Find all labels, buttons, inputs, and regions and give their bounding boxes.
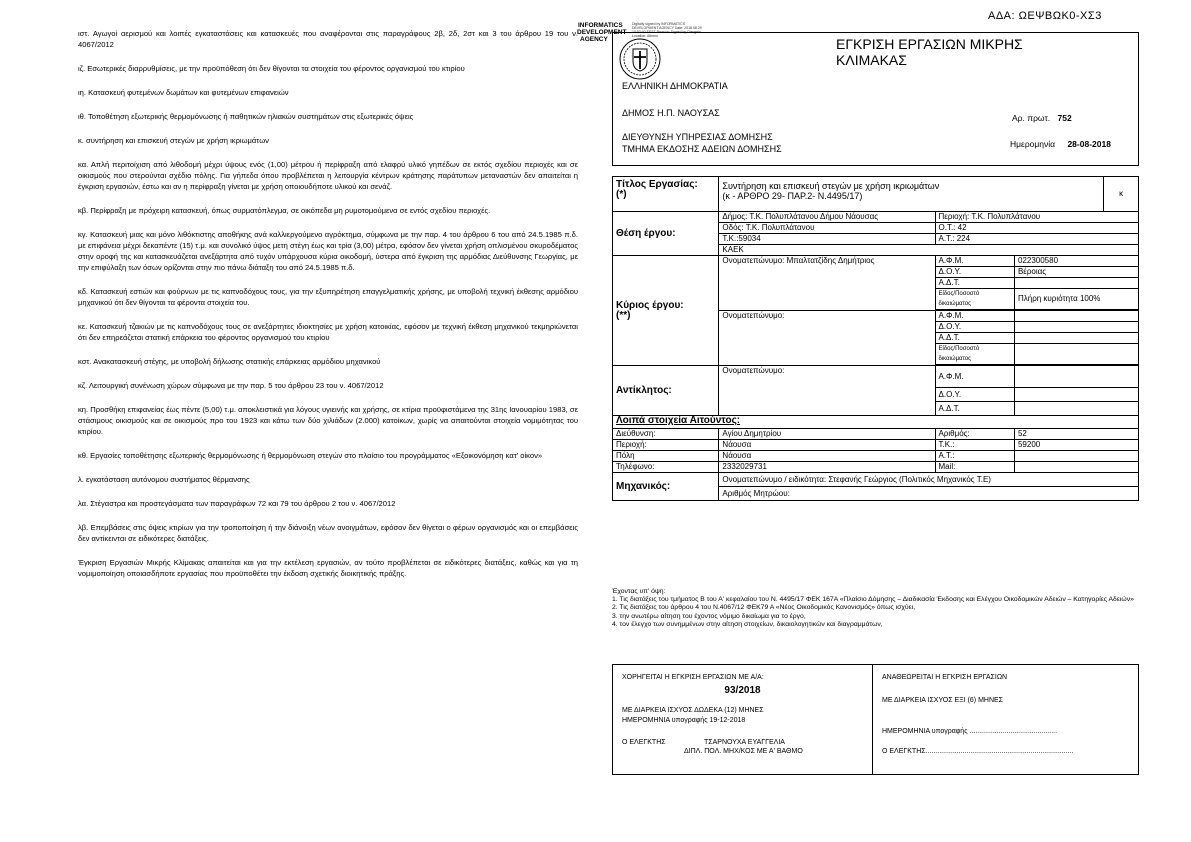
owner1-right: Πλήρη κυριότητα 100%	[1014, 289, 1138, 310]
work-title-value	[719, 177, 1104, 212]
notes-title: Έχοντας υπ' όψη:	[612, 588, 666, 595]
approval-sign-date: ΗΜΕΡΟΜΗΝΙΑ υπογραφής 19-12-2018	[622, 717, 746, 724]
head-name: ΤΣΑΡΝΟΥΧΑ ΕΥΑΓΓΕΛΙΑ	[704, 739, 785, 746]
approval-box	[612, 664, 873, 775]
representative-label: Αντίκλητος:	[613, 366, 719, 416]
mail-label: Mail:	[935, 462, 1014, 473]
label-note: (**)	[616, 309, 631, 321]
other-details-header	[613, 416, 1139, 429]
municipality-label: ΔΗΜΟΣ Η.Π. ΝΑΟΥΣΑΣ	[622, 108, 720, 118]
department-label: ΤΜΗΜΑ ΕΚΔΟΣΗΣ ΑΔΕΙΩΝ ΔΟΜΗΣΗΣ	[622, 144, 782, 154]
protocol-value: 752	[1057, 113, 1072, 123]
tk-cell: Τ.Κ.:59034	[719, 234, 935, 245]
legal-paragraph: λ. εγκατάσταση αυτόνομου συστήματος θέρμανσης	[78, 475, 250, 484]
republic-label: ΕΛΛΗΝΙΚΗ ΔΗΜΟΚΡΑΤΙΑ	[622, 81, 728, 91]
label-text: Κύριος έργου:	[616, 299, 684, 311]
engineer-registry: Αριθμός Μητρώου:	[719, 487, 1139, 501]
note-item: 3. την ανωτέρω αίτηση του έχοντος νόμιμο δικαίωμα για το έργο,	[612, 612, 806, 620]
adt-label: Α.Δ.Τ.	[935, 333, 1014, 344]
phone-value: 2332029731	[719, 462, 935, 473]
owner1-afm: 022300580	[1014, 256, 1138, 267]
at-cell: Α.Τ.: 224	[935, 234, 1139, 245]
mail-value	[1014, 462, 1138, 473]
street-cell: Οδός: Τ.Κ. Πολυπλάτανου	[719, 223, 935, 234]
revision-sign-date: ΗΜΕΡΟΜΗΝΙΑ υπογραφής .............................................	[882, 728, 1058, 735]
note-item: 1. Τις διατάξεις του τμήματος Β του Α' κεφαλαίου του Ν. 4495/17 ΦΕΚ 167Α «Πλαίσιο Δόμησης – Διαδικασία Έκδοσης και Ελέγχου Οικοδομικών Αδειών – Κατηγορίες Αδειών»	[612, 596, 1134, 604]
label-text: Τίτλος Εργασίας:	[616, 179, 698, 190]
label-text: Λοιπά στοιχεία Αιτούντος:	[616, 415, 741, 426]
right-label: Είδος/Ποσοστό δικαιώματος	[935, 344, 1014, 365]
owner2-adt	[1014, 333, 1138, 344]
document-title	[836, 36, 1023, 68]
owner2-name: Ονοματεπώνυμο:	[719, 311, 935, 366]
location-label: Θέση έργου:	[613, 212, 719, 256]
approval-duration: ΜΕ ΔΙΑΡΚΕΙΑ ΙΣΧΥΟΣ ΔΩΔΕΚΑ (12) ΜΗΝΕΣ	[622, 707, 764, 714]
city-value: Νάουσα	[719, 451, 935, 462]
addr-label: Διεύθυνση:	[613, 429, 719, 440]
value-text: Συντήρηση και επισκευή στεγών με χρήση ικριωμάτων	[722, 181, 940, 191]
checker-label: Ο ΕΛΕΓΚΤΗΣ	[622, 739, 666, 746]
owner1-name: Ονοματεπώνυμο: Μπαλτατζίδης Δημήτριος	[719, 256, 935, 311]
head-title: ΔΙΠΛ. ΠΟΛ. ΜΗΧ/ΚΟΣ ΜΕ Α' ΒΑΘΜΟ	[684, 748, 803, 755]
owner-label	[613, 256, 719, 366]
legal-paragraph: κ. συντήρηση και επισκευή στεγών με χρήση ικριωμάτων	[78, 136, 269, 145]
doy-label: Δ.Ο.Υ.	[935, 388, 1014, 402]
owner2-doy	[1014, 322, 1138, 333]
revision-box	[873, 664, 1139, 775]
legal-paragraph: κα. Απλή περιτοίχιση από λιθοδομή μέχρι ύψους ενός (1,00) μέτρου ή περίφραξη από ελαφρύ υλικό γηπέδων σε εκτός σχεδίου περιοχές και σε οικισμούς που στερούνται σχέδιο πόλης. Για γήπεδα όπου προβλέπεται η λειτουργία κέντρων κράτησης παράτυπων μεταναστών δεν απαιτείται η έγκριση εργασιών, έστω και αν η περίφραξη γίνεται με χρήση οποιουδήποτε υλικού και σενάζ.	[78, 160, 578, 191]
doy-label: Δ.Ο.Υ.	[935, 267, 1014, 278]
addr-value: Αγίου Δημητρίου	[719, 429, 935, 440]
revision-line: ΑΝΑΘΕΩΡΕΙΤΑΙ Η ΕΓΚΡΙΣΗ ΕΡΓΑΣΙΩΝ	[882, 674, 1008, 681]
issue-date	[1010, 139, 1111, 149]
phone-label: Τηλέφωνο:	[613, 462, 719, 473]
date-label: Ημερομηνία	[1010, 139, 1056, 149]
ada-code: ΑΔΑ: ΩΕΨΒΩΚ0-ΧΣ3	[988, 10, 1102, 22]
area-value: Νάουσα	[719, 440, 935, 451]
directorate-label: ΔΙΕΥΘΥΝΣΗ ΥΠΗΡΕΣΙΑΣ ΔΟΜΗΣΗΣ	[622, 132, 773, 142]
legal-paragraph: λβ. Επεμβάσεις στις όψεις κτιρίων για την τροποποίηση ή την διάνοιξη νέων ανοιγμάτων, εφόσον δεν θίγεται ο φέρων οργανισμός και οι επεμβάσεις δεν αντίκεινται σε ειδικότερες διατάξεις.	[78, 523, 578, 543]
afm-label: Α.Φ.Μ.	[935, 256, 1014, 267]
protocol-label: Αρ. πρωτ.	[1012, 113, 1051, 123]
protocol-number	[1012, 113, 1072, 123]
legal-paragraph: κη. Προσθήκη επιφανείας έως πέντε (5,00) τ.μ. αποκλειστικά για λόγους υγιεινής και χρήσης, σε κτίρια προϋφιστάμενα της 31ης Ιανουαρίου 1983, σε στάσιμους οικισμούς και σε οικισμούς προ του 1923 και κάτω των δύο χιλιάδων (2.000) κατοίκων, χωρίς να απαιτούνται στοιχεία νομιμότητας του κτιρίου.	[78, 405, 578, 436]
title-line: ΚΛΙΜΑΚΑΣ	[836, 52, 907, 68]
note-item: 4. τον έλεγχο των συνημμένων στην αίτηση στοιχείων, δικαιολογητικών και διαγραμμάτων,	[612, 620, 883, 628]
at-label: Α.Τ.:	[935, 451, 1014, 462]
legal-paragraph: Έγκριση Εργασιών Μικρής Κλίμακας απαιτείται και για την εκτέλεση εργασιών, αν τούτο προβλέπεται σε ειδικότερες διατάξεις, καθώς και για τη νομιμοποίηση οποιασδήποτε εργασίας που προϋποθέτει την έκδοση σχετικής διοικητικής πράξης.	[78, 558, 578, 578]
stamp-line: DEVELOPMENT	[577, 29, 627, 36]
adt-label: Α.Δ.Τ.	[935, 402, 1014, 416]
stamp-fine-print: Digitally signed by INFORMATICS DEVELOPMENT AGENCY Date: 2018.08.29 10:53:40 EEST Reason: Signed by Diavgeia Location: Athens	[632, 22, 702, 38]
municipality-cell: Δήμος: Τ.Κ. Πολυπλάτανου Δήμου Νάουσας	[719, 212, 935, 223]
legal-paragraph: κγ. Κατασκευή μιας και μόνο λιθόκτιστης αποθήκης ανά καλλιεργούμενο αγρόκτημα, σύμφωνα με την παρ. 4 του άρθρου 6 του από 24.5.1985 π.δ. με επιφάνεια μέχρι δεκαπέντε (15) τ.μ. και συνολικό ύψος μετη στέγη έως και τρία (3,00) μέτρα, εφόσον δεν γίνεται χρήση οπλισμένου σκυροδέματος στην οροφή της και κατασκευάζεται ανεξάρτητα από τυχόν υπάρχουσα κύρια οικοδομή, ύστερα από έγκριση της αρμόδιας Διεύθυνσης Γεωργίας, με την επιφύλαξη των όσων ορίζονται στην πιο πάνω διάταξη του από 24.5.1985 π.δ.	[78, 230, 578, 272]
rep-name: Ονοματεπώνυμο:	[719, 366, 935, 416]
work-title-label	[613, 177, 719, 212]
legal-paragraph: κβ. Περίφραξη με πρόχειρη κατασκευή, όπως συρματόπλεγμα, σε οικόπεδα μη ρυμοτομούμενα σε εντός σχεδίου περιοχές.	[78, 206, 491, 215]
greek-emblem-icon	[618, 37, 662, 81]
revision-checker: Ο ΕΛΕΓΚΤΗΣ............................................................................	[882, 748, 1074, 755]
rep-afm	[1014, 366, 1138, 388]
owner1-adt	[1014, 278, 1138, 289]
legal-paragraph: ιη. Κατασκευή φυτεμένων δωμάτων και φυτεμένων επιφανειών	[78, 88, 289, 97]
city-label: Πόλη	[613, 451, 719, 462]
legal-paragraph: ιζ. Εσωτερικές διαρρυθμίσεις, με την προϋπόθεση ότι δεν θίγονται τα στοιχεία του φέροντος οργανισμού του κτιρίου	[78, 64, 465, 73]
value-ref: (κ - ΑΡΘΡΟ 29- ΠΑΡ.2- Ν.4495/17)	[722, 191, 863, 201]
ot-cell: Ο.Τ.: 42	[935, 223, 1139, 234]
permit-table	[612, 176, 1139, 501]
area-label: Περιοχή:	[613, 440, 719, 451]
rep-doy	[1014, 388, 1138, 402]
num-value: 52	[1014, 429, 1138, 440]
note-item: 2. Τις διατάξεις του άρθρου 4 του Ν.4067/12 ΦΕΚ79 Α «Νέος Οικοδομικός Κανονισμός» όπως ισχύει,	[612, 604, 916, 612]
legal-paragraph: κθ. Εργασίες τοποθέτησης εξωτερικής θερμομόνωσης ή θερμομόνωση στεγών στο πλαίσιο του προγράμματος «Εξοικονόμηση κατ' οίκον»	[78, 451, 543, 460]
engineer-value: Ονοματεπώνυμο / ειδικότητα: Στεφανής Γεώργιος (Πολιτικός Μηχανικός Τ.Ε)	[719, 473, 1139, 487]
owner2-right	[1014, 344, 1138, 365]
work-code: κ	[1104, 177, 1139, 212]
approval-line: ΧΟΡΗΓΕΙΤΑΙ Η ΕΓΚΡΙΣΗ ΕΡΓΑΣΙΩΝ ΜΕ Α/Α:	[622, 674, 764, 681]
num-label: Αριθμός:	[935, 429, 1014, 440]
legal-paragraph: ιστ. Αγωγοί αερισμού και λοιπές εγκαταστάσεις και κατασκευές που αναφέρονται στις παραγράφους 2β, 2δ, 2στ και 3 του άρθρου 19 του ν. 4067/2012	[78, 29, 578, 49]
legal-paragraph: κζ. Λειτουργική συνένωση χώρων σύμφωνα με την παρ. 5 του άρθρου 23 του ν. 4067/2012	[78, 381, 384, 390]
legal-paragraph: κστ. Ανακατασκευή στέγης, με υποβολή δήλωσης στατικής επάρκειας αρμόδιου μηχανικού	[78, 357, 381, 366]
legal-paragraph: λα. Στέγαστρα και προστεγάσματα των παραγράφων 72 και 79 του άρθρου 2 του ν. 4067/2012	[78, 499, 396, 508]
considerations-notes	[612, 588, 1137, 629]
kaek-cell: ΚΑΕΚ	[719, 245, 1139, 256]
doy-label: Δ.Ο.Υ.	[935, 322, 1014, 333]
stamp-line: AGENCY	[580, 36, 608, 43]
adt-label: Α.Δ.Τ.	[935, 278, 1014, 289]
legal-paragraph: κε. Κατασκευή τζακιών με τις καπνοδόχους τους σε ανεξάρτητες ιδιοκτησίες με χρήση κατοικίας, εφόσον με τεχνική έκθεση μηχανικού τεκμηριώνεται ότι δεν επηρεάζεται στατική επάρκεια του φέροντος οργανισμού του κτιρίου	[78, 322, 578, 342]
approval-number: 93/2018	[724, 685, 761, 696]
title-line: ΕΓΚΡΙΣΗ ΕΡΓΑΣΙΩΝ ΜΙΚΡΗΣ	[836, 36, 1023, 52]
engineer-label: Μηχανικός:	[613, 473, 719, 501]
label-note: (*)	[616, 189, 627, 200]
stamp-line: INFORMATICS	[578, 22, 623, 29]
revision-duration: ΜΕ ΔΙΑΡΚΕΙΑ ΙΣΧΥΟΣ ΕΞΙ (6) ΜΗΝΕΣ	[882, 697, 1004, 704]
at-value	[1014, 451, 1138, 462]
afm-label: Α.Φ.Μ.	[935, 366, 1014, 388]
afm-label: Α.Φ.Μ.	[935, 311, 1014, 322]
left-column-text	[78, 28, 578, 592]
owner2-afm	[1014, 311, 1138, 322]
owner1-doy: Βέροιας	[1014, 267, 1138, 278]
rep-adt	[1014, 402, 1138, 416]
area-cell: Περιοχή: Τ.Κ. Πολυπλάτανου	[935, 212, 1139, 223]
tk-label: Τ.Κ.:	[935, 440, 1014, 451]
right-label: Είδος/Ποσοστό δικαιώματος	[935, 289, 1014, 310]
legal-paragraph: ιθ. Τοποθέτηση εξωτερικής θερμομόνωσης ή παθητικών ηλιακών συστημάτων στις εξωτερικές όψεις	[78, 112, 414, 121]
date-value: 28-08-2018	[1067, 139, 1111, 149]
legal-paragraph: κδ. Κατασκευή εστιών και φούρνων με τις καπνοδόχους τους, για την εξυπηρέτηση επαγγελματικής χρήσης, με υποβολή τεχνική έκθεσης αρμόδιου μηχανικού ότι δεν θίγονται τα φέροντα στοιχεία του.	[78, 287, 578, 307]
tk-value: 59200	[1014, 440, 1138, 451]
